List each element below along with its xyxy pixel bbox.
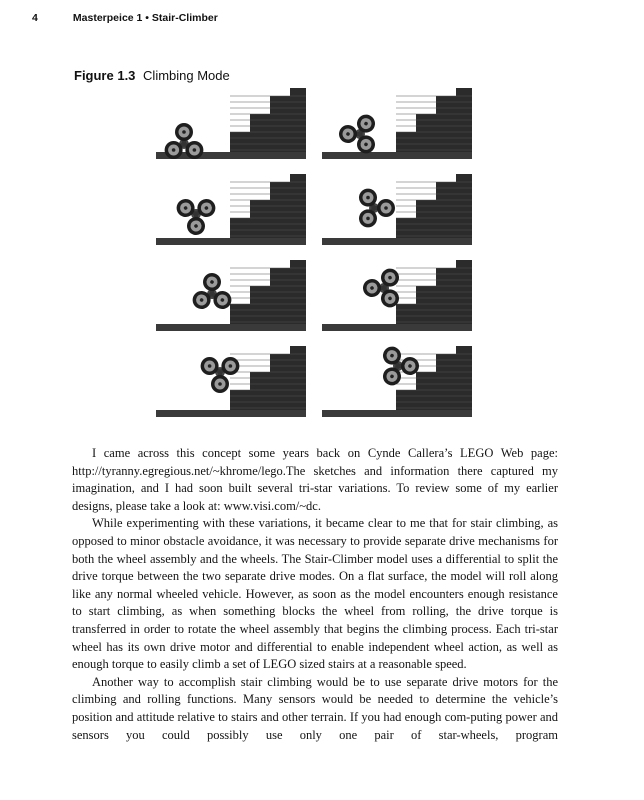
figure-panel-6 (316, 258, 478, 334)
figure-panel-2 (316, 86, 478, 162)
figure-panel-1 (150, 86, 312, 162)
tri-star-wheel (201, 357, 240, 393)
stair-climber-illustration (150, 344, 312, 420)
paragraph-1: I came across this concept some years back on Cynde Callera’s LEGO Web page: http://tyranny.egregious.net/~khrome/lego.The sketches and information there captured my imagination, and I had soon built several tri-star variations. To review some of my earlier designs, please take a look at: www.visi.com/~dc. (72, 446, 558, 513)
tri-star-wheel (359, 189, 395, 228)
stair-climber-illustration (316, 344, 478, 420)
running-title: Masterpeice 1 • Stair-Climber (72, 12, 218, 24)
figure-panel-7 (150, 344, 312, 420)
running-header (32, 12, 218, 24)
figure-label: Figure 1.3 (74, 68, 136, 83)
stair-climber-illustration (150, 258, 312, 334)
stair-climber-illustration (316, 258, 478, 334)
page-number: 4 (32, 12, 38, 24)
body-text (72, 445, 558, 744)
paragraph-3: Another way to accomplish stair climbing would be to use separate drive motors for the climbing and rolling functions. Many sensors would be needed to determine the vehicle’s position and attitude relative to stairs and other terrain. If you had enough com-puting power and sensors you could possibly use only one pair of star-wheels, program (72, 674, 558, 742)
stair-climber-illustration (150, 172, 312, 248)
figure-panel-3 (150, 172, 312, 248)
tri-star-wheel (173, 187, 224, 239)
figure-panel-5 (150, 258, 312, 334)
figure-title: Climbing Mode (143, 68, 230, 83)
figure-caption (74, 68, 230, 83)
tri-star-wheel (336, 106, 388, 157)
paragraph-2: While experimenting with these variations, it became clear to me that for stair climbing, as opposed to minor obstacle avoidance, it was necessary to provide separate drive mechanisms for both the wheel assembly and the wheels. The Stair-Climber model uses a differential to split the drive torque between the two separate drive modes. On a flat surface, the model will roll along like any normal wheeled vehicle. However, as soon as the model encounters enough resistance to start climbing, as when something blocks the wheel from rolling, the drive torque is transferred in order to rotate the wheel assembly that begins the climbing process. Each tri-star wheel has its own drive motor and differential to enable independent wheel action, as well as enough torque to easily climb a set of LEGO sized stairs at a reasonable speed. (72, 516, 558, 672)
figure-panel-8 (316, 344, 478, 420)
stair-climber-illustration (316, 172, 478, 248)
stair-climber-illustration (150, 86, 312, 162)
stair-climber-illustration (316, 86, 478, 162)
tri-star-wheel (371, 344, 423, 394)
figure-panel-4 (316, 172, 478, 248)
